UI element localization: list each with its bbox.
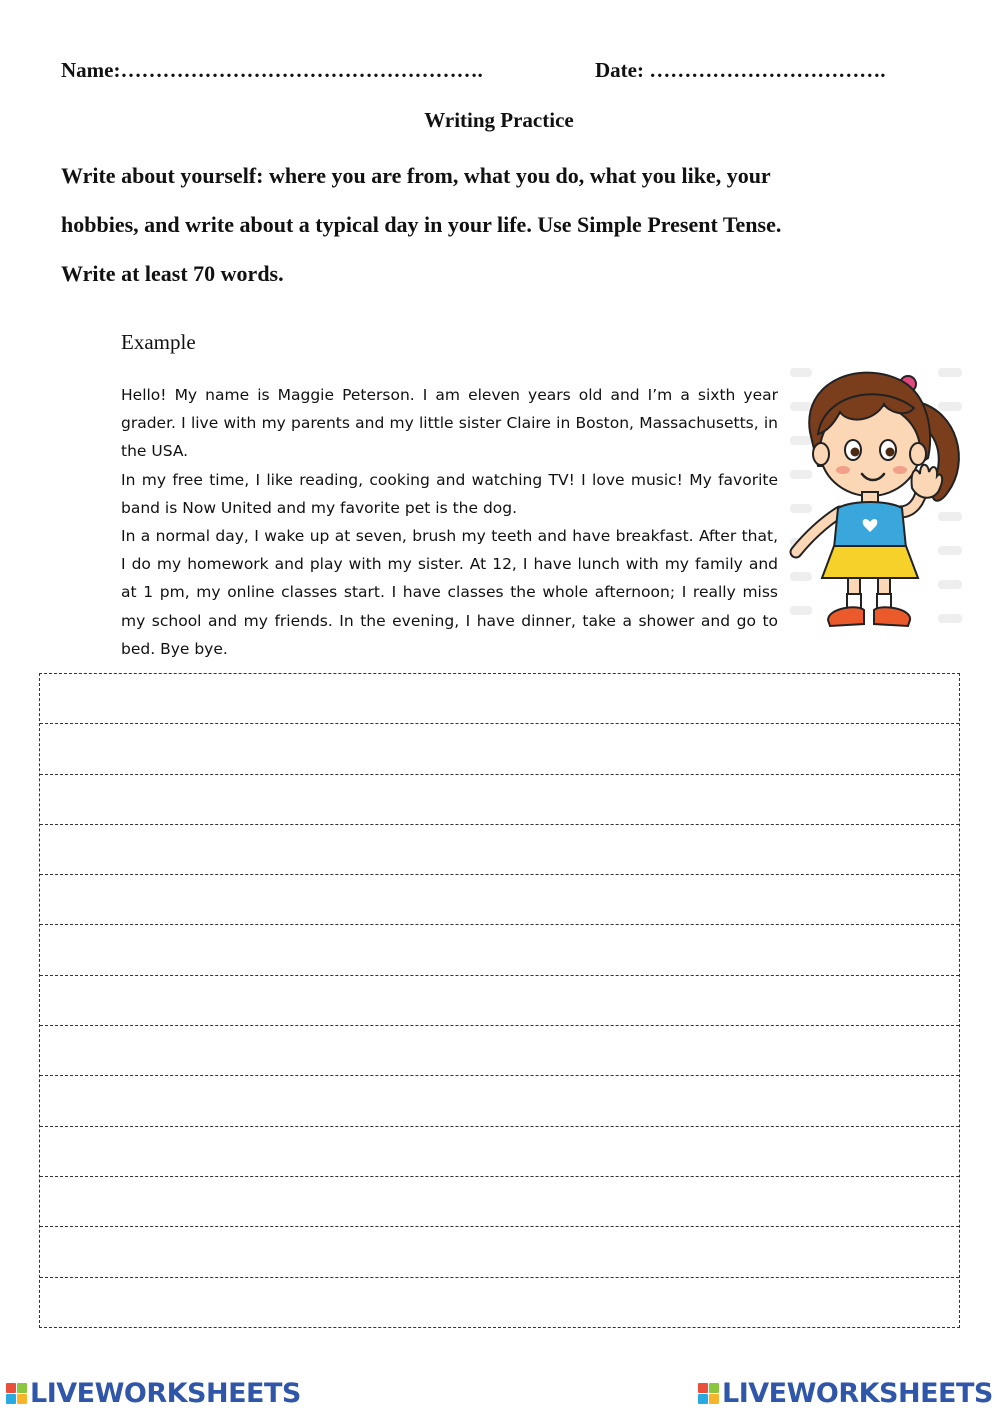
example-paragraph: In my free time, I like reading, cooking and watching TV! I love music! My favorite band is Now United and my favorite pet is the dog. <box>121 470 778 517</box>
example-label: Example <box>121 330 196 354</box>
example-paragraph: In a normal day, I wake up at seven, brush my teeth and have breakfast. After that, I do my homework and play with my sister. At 12, I have lunch with my family and at 1 pm, my online classes start. I have classes the whole afternoon; I really miss my school and my friends. In the evening, I have dinner, take a shower and go to bed. Bye bye. <box>121 527 778 658</box>
writing-area[interactable] <box>39 673 960 1328</box>
waving-girl-icon <box>788 362 966 634</box>
writing-line[interactable] <box>40 775 959 825</box>
writing-line[interactable] <box>40 1076 959 1126</box>
writing-line[interactable] <box>40 724 959 774</box>
date-field[interactable]: Date: ……………………………. <box>595 58 886 82</box>
writing-line[interactable] <box>40 925 959 975</box>
writing-line[interactable] <box>40 674 959 724</box>
writing-line[interactable] <box>40 1127 959 1177</box>
name-field[interactable]: Name:……………………………………………. <box>61 58 483 82</box>
writing-line[interactable] <box>40 1026 959 1076</box>
example-paragraph: Hello! My name is Maggie Peterson. I am eleven years old and I’m a sixth year grader. I live with my parents and my little sister Claire in Boston, Massachusetts, in the USA. <box>121 386 778 461</box>
example-text <box>121 381 778 663</box>
writing-line[interactable] <box>40 1227 959 1277</box>
footer-brand-left <box>6 1377 301 1409</box>
writing-line[interactable] <box>40 1278 959 1328</box>
instructions-line: hobbies, and write about a typical day in your life. Use Simple Present Tense. <box>61 212 782 237</box>
writing-line[interactable] <box>40 976 959 1026</box>
writing-line[interactable] <box>40 1177 959 1227</box>
liveworksheets-logo-icon <box>698 1383 719 1404</box>
footer-brand-right <box>698 1377 993 1409</box>
brand-text: LIVEWORKSHEETS <box>722 1377 993 1409</box>
writing-line[interactable] <box>40 875 959 925</box>
header-row <box>61 58 941 88</box>
instructions <box>61 151 941 298</box>
brand-text: LIVEWORKSHEETS <box>30 1377 301 1409</box>
liveworksheets-logo-icon <box>6 1383 27 1404</box>
instructions-line: Write about yourself: where you are from, what you do, what you like, your <box>61 163 771 188</box>
page-title: Writing Practice <box>424 108 574 132</box>
instructions-line: Write at least 70 words. <box>61 261 284 286</box>
writing-line[interactable] <box>40 825 959 875</box>
